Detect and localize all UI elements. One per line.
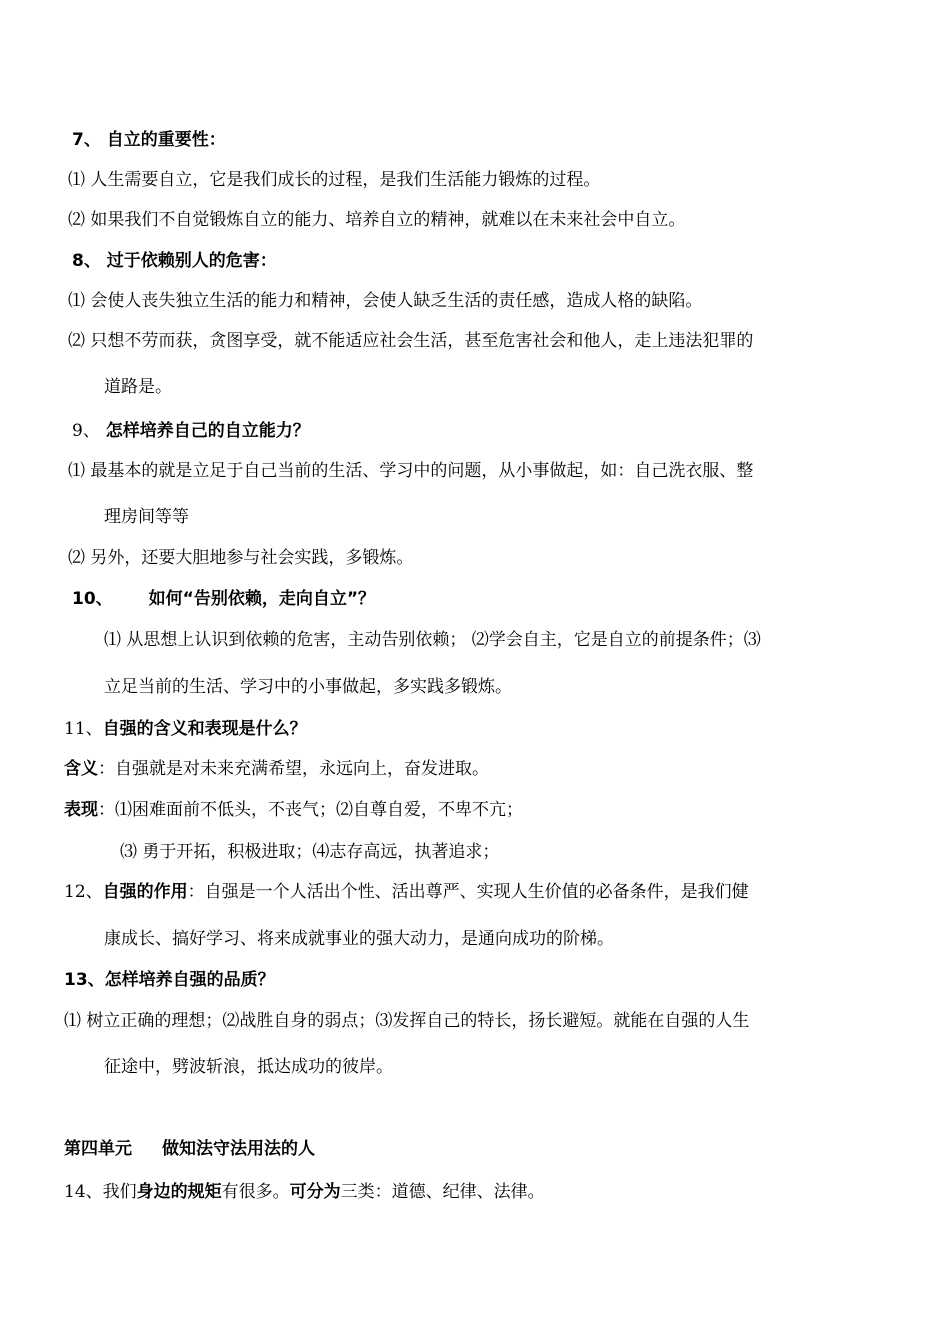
section-11-meaning [64, 757, 489, 781]
section-13-points-continued: 征途中，劈波斩浪，抵达成功的彼岸。 [104, 1057, 393, 1077]
performance-text: ：⑴困难面前不低头，不丧气；⑵自尊自爱，不卑不亢； [98, 800, 523, 820]
section-10-heading [72, 587, 375, 611]
section-10-points: ⑴ 从思想上认识到依赖的危害，主动告别依赖； ⑵学会自主，它是自立的前提条件；⑶ [104, 630, 761, 650]
section-12-text: ：自强是一个人活出个性、活出尊严、实现人生价值的必备条件，是我们健 [187, 882, 749, 902]
unit-4-label: 第四单元 [64, 1139, 132, 1159]
section-7-point-2: ⑵ 如果我们不自觉锻炼自立的能力、培养自立的精神，就难以在未来社会中自立。 [68, 210, 686, 230]
section-11-number: 11、 [64, 719, 103, 739]
section-7-heading: 7、 自立的重要性： [72, 130, 226, 150]
section-11-performance-continued: ⑶ 勇于开拓，积极进取；⑷志存高远，执著追求； [120, 842, 500, 862]
section-10-points-continued: 立足当前的生活、学习中的小事做起，多实践多锻炼。 [104, 677, 512, 697]
section-13-heading: 13、怎样培养自强的品质？ [64, 970, 275, 990]
meaning-text: ：自强就是对未来充满希望，永远向上，奋发进取。 [98, 759, 489, 779]
section-9-point-1: ⑴ 最基本的就是立足于自己当前的生活、学习中的问题，从小事做起，如：自己洗衣服、整 [68, 461, 754, 481]
section-8-point-1: ⑴ 会使人丧失独立生活的能力和精神，会使人缺乏生活的责任感，造成人格的缺陷。 [68, 291, 703, 311]
meaning-label: 含义 [64, 759, 98, 779]
section-12-paragraph-continued: 康成长、搞好学习、将来成就事业的强大动力，是通向成功的阶梯。 [104, 929, 614, 949]
section-14-paragraph [64, 1180, 545, 1204]
section-12-number: 12、 [64, 882, 103, 902]
section-14-tail: 三类：道德、纪律、法律。 [340, 1182, 545, 1202]
section-9-point-1-continued: 理房间等等 [104, 507, 189, 527]
section-7-point-1: ⑴ 人生需要自立，它是我们成长的过程，是我们生活能力锻炼的过程。 [68, 170, 601, 190]
unit-4-title: 做知法守法用法的人 [162, 1139, 315, 1159]
section-13-points: ⑴ 树立正确的理想；⑵战胜自身的弱点；⑶发挥自己的特长，扬长避短。就能在自强的人生 [64, 1011, 750, 1031]
section-11-heading [64, 717, 307, 741]
performance-label: 表现 [64, 800, 98, 820]
section-9-heading [72, 419, 310, 443]
section-10-title: 如何“告别依赖，走向自立”？ [148, 589, 376, 609]
section-9-title: 怎样培养自己的自立能力？ [99, 421, 310, 441]
section-12-title: 自强的作用 [102, 882, 188, 902]
unit-4-heading [64, 1137, 315, 1161]
section-14-mid: 有很多。 [221, 1182, 290, 1202]
section-11-title: 自强的含义和表现是什么？ [102, 719, 307, 739]
section-8-point-2: ⑵ 只想不劳而获，贪图享受，就不能适应社会生活，甚至危害社会和他人，走上违法犯罪的 [68, 331, 754, 351]
section-8-heading: 8、 过于依赖别人的危害： [72, 251, 277, 271]
section-9-number: 9、 [72, 421, 100, 441]
section-14-lead: 14、我们 [64, 1182, 137, 1202]
section-9-point-2: ⑵ 另外，还要大胆地参与社会实践，多锻炼。 [68, 548, 414, 568]
section-14-bold-divide: 可分为 [289, 1182, 341, 1202]
section-10-number: 10、 [72, 589, 113, 609]
section-8-point-2-continued: 道路是。 [104, 377, 172, 397]
section-11-performance [64, 798, 523, 822]
section-12-paragraph [64, 880, 749, 904]
section-14-bold-rules: 身边的规矩 [136, 1182, 222, 1202]
